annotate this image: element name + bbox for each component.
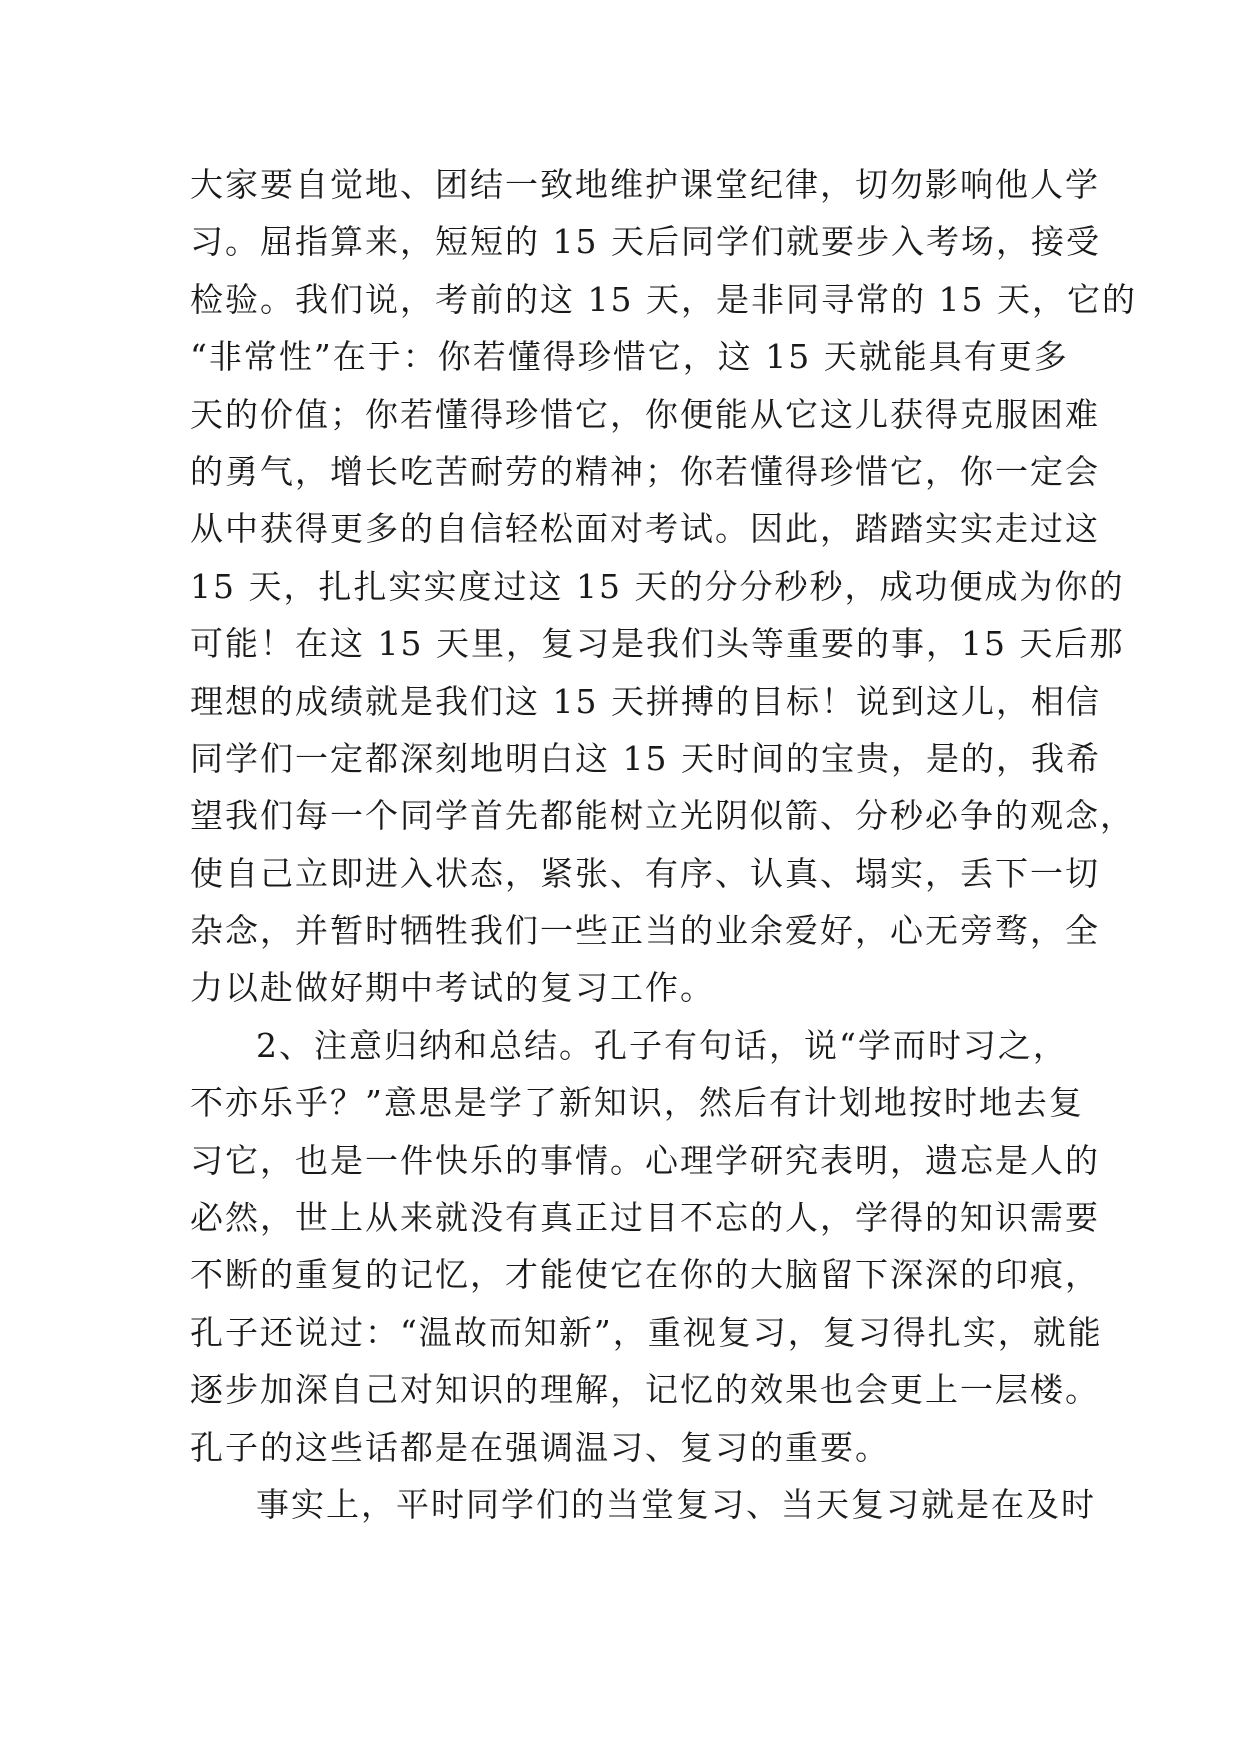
text-line: 使自己立即进入状态，紧张、有序、认真、塌实，丢下一切 [190,853,1100,893]
body-text [190,156,1137,1533]
text-line: 不断的重复的记忆，才能使它在你的大脑留下深深的印痕， [190,1255,1100,1295]
text-line: 孔子还说过：“温故而知新”，重视复习，复习得扎实，就能 [190,1312,1103,1352]
text-line: 可能！在这 15 天里，复习是我们头等重要的事，15 天后那 [190,624,1125,664]
text-line: 必然，世上从来就没有真正过目不忘的人，学得的知识需要 [190,1198,1100,1238]
text-line: 孔子的这些话都是在强调温习、复习的重要。 [190,1427,890,1467]
text-line: 不亦乐乎？”意思是学了新知识，然后有计划地按时地去复 [190,1083,1084,1123]
text-line: 杂念，并暂时牺牲我们一些正当的业余爱好，心无旁骛，全 [190,911,1100,951]
text-line-indented: 2、注意归纳和总结。孔子有句话，说“学而时习之， [256,1025,1068,1065]
text-line: 力以赴做好期中考试的复习工作。 [190,968,715,1008]
text-line: “非常性”在于：你若懂得珍惜它，这 15 天就能具有更多 [190,337,1069,377]
text-line: 15 天，扎扎实实度过这 15 天的分分秒秒，成功便成为你的 [190,566,1125,606]
text-line: 习它，也是一件快乐的事情。心理学研究表明，遗忘是人的 [190,1140,1100,1180]
text-line: 的勇气，增长吃苦耐劳的精神；你若懂得珍惜它，你一定会 [190,451,1100,491]
text-line: 检验。我们说，考前的这 15 天，是非同寻常的 15 天，它的 [190,279,1137,319]
text-line: 逐步加深自己对知识的理解，记忆的效果也会更上一层楼。 [190,1370,1100,1410]
text-line: 习。屈指算来，短短的 15 天后同学们就要步入考场，接受 [190,222,1101,262]
text-line: 同学们一定都深刻地明白这 15 天时间的宝贵，是的，我希 [190,738,1101,778]
text-line-indented: 事实上，平时同学们的当堂复习、当天复习就是在及时 [256,1484,1096,1524]
text-line: 天的价值；你若懂得珍惜它，你便能从它这儿获得克服困难 [190,394,1100,434]
text-line: 从中获得更多的自信轻松面对考试。因此，踏踏实实走过这 [190,509,1100,549]
text-line: 望我们每一个同学首先都能树立光阴似箭、分秒必争的观念， [190,796,1135,836]
text-line: 大家要自觉地、团结一致地维护课堂纪律，切勿影响他人学 [190,165,1100,204]
text-line: 理想的成绩就是我们这 15 天拼搏的目标！说到这儿，相信 [190,681,1101,721]
